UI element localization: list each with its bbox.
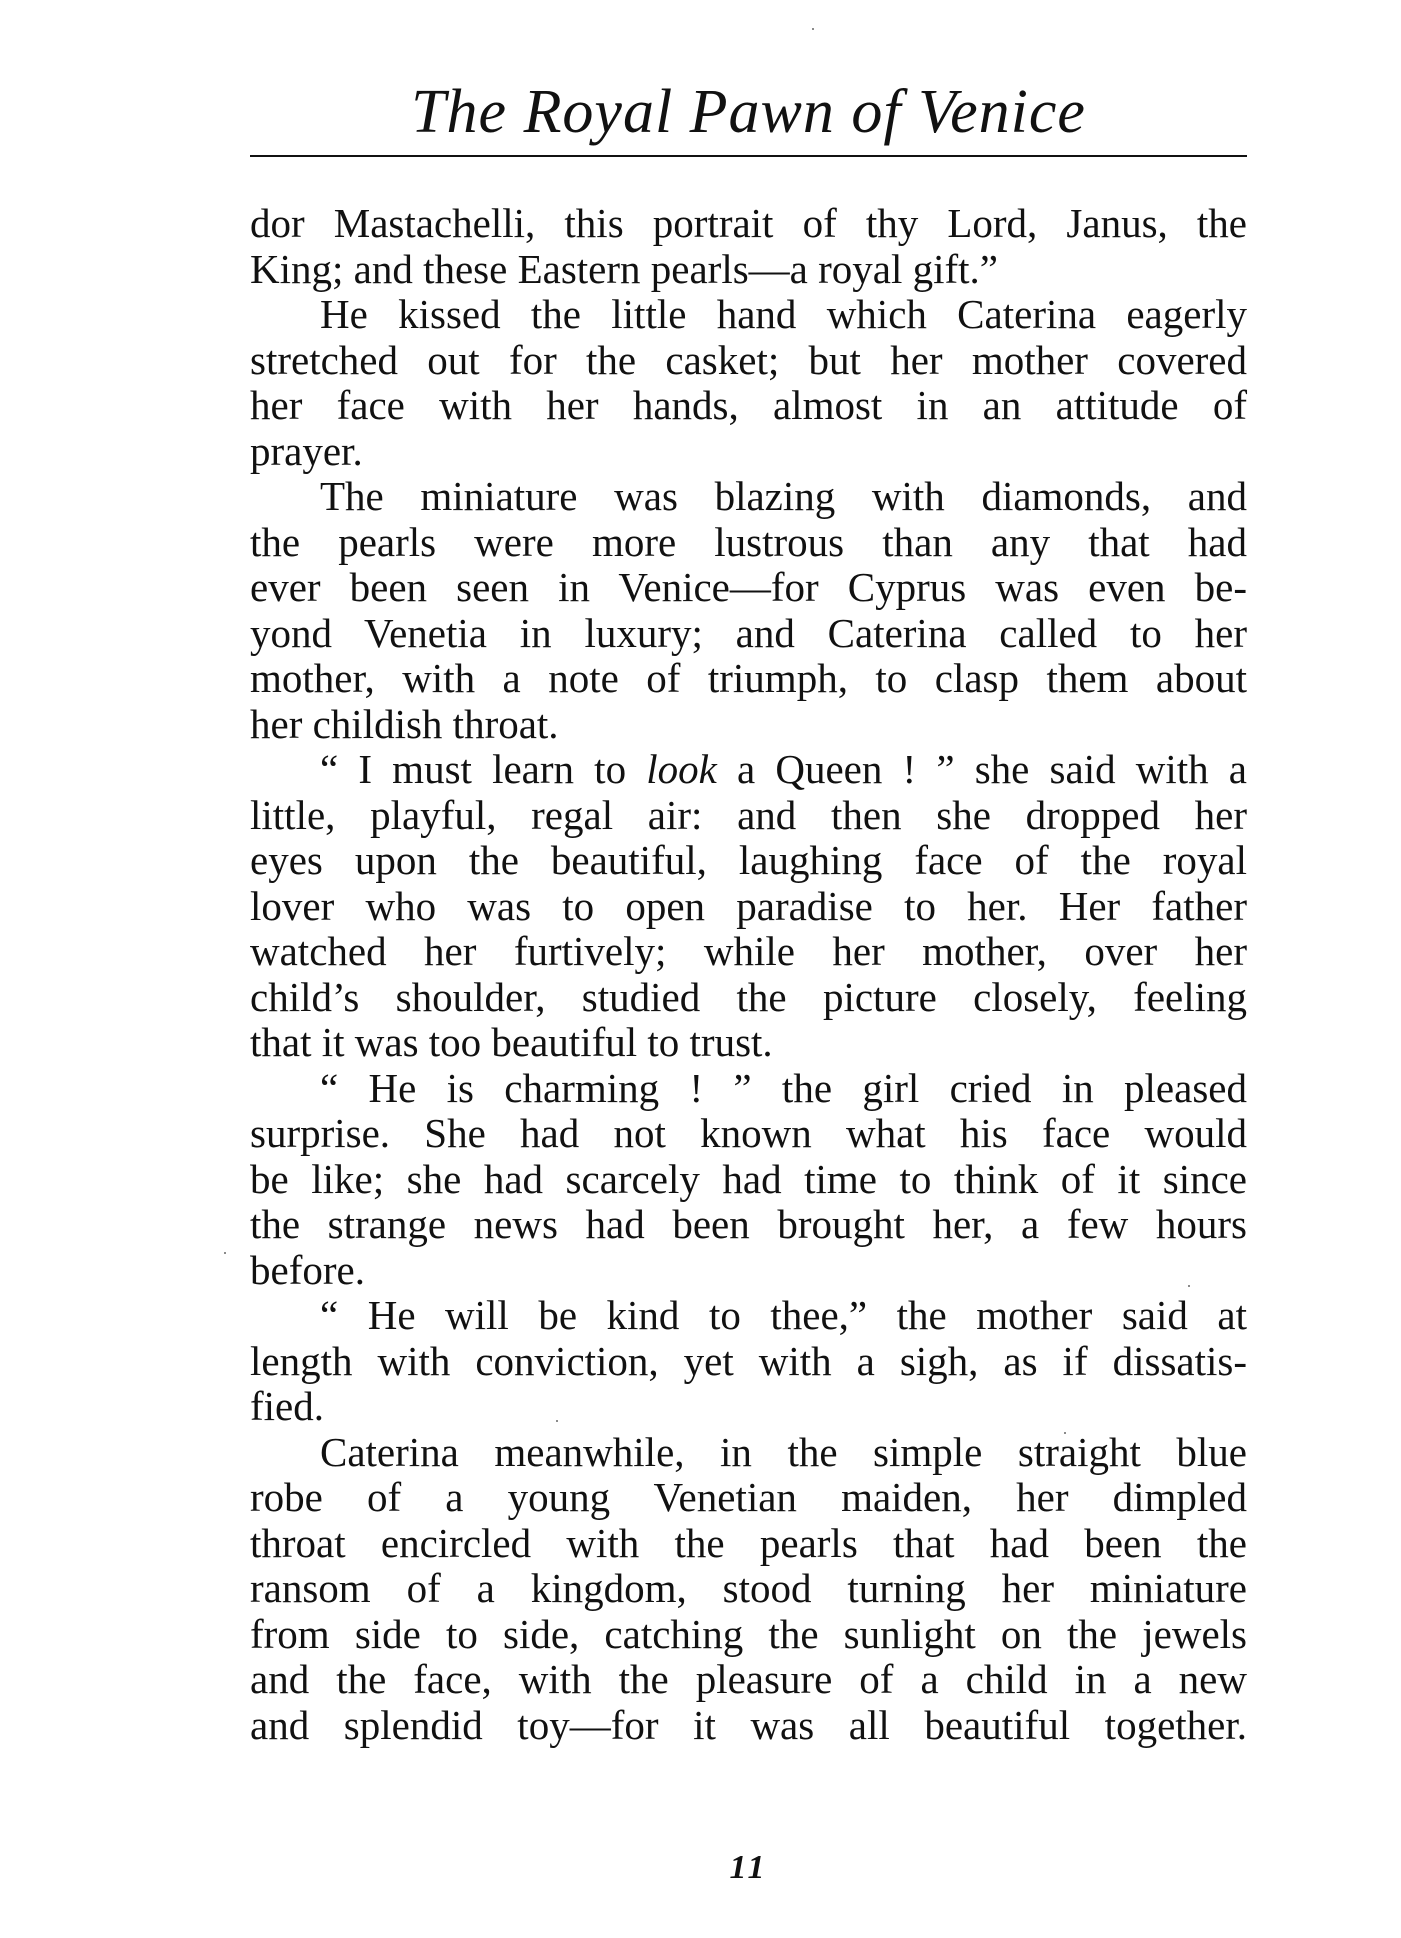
text-line: stretched out for the casket; but her mother covered	[250, 336, 1247, 383]
text-line: throat encircled with the pearls that had been the	[250, 1519, 1247, 1566]
text-line: from side to side, catching the sunlight on the jewels	[250, 1610, 1247, 1657]
page-number: 11	[729, 1849, 768, 1886]
text-line: that it was too beautiful to trust.	[250, 1019, 773, 1065]
text-line: robe of a young Venetian maiden, her dimpled	[250, 1474, 1247, 1520]
text-line: and the face, with the pleasure of a child in a new	[250, 1656, 1247, 1702]
text-line: little, playful, regal air: and then she dropped her	[250, 791, 1247, 838]
header-rule	[250, 155, 1247, 157]
print-speck	[812, 28, 814, 30]
text-line: dor Mastachelli, this portrait of thy Lord, Janus, the	[250, 200, 1247, 246]
text-line: her face with her hands, almost in an attitude of	[250, 382, 1247, 428]
print-speck	[224, 1252, 226, 1254]
text-line: the pearls were more lustrous than any that had	[250, 518, 1247, 565]
text-line: Caterina meanwhile, in the simple straight blue	[320, 1428, 1247, 1475]
text-line: “ He is charming ! ” the girl cried in pleased	[320, 1064, 1247, 1111]
text-line: and splendid toy—for it was all beautiful together.	[250, 1701, 1247, 1748]
text-line: length with conviction, yet with a sigh, as if dissatis-	[250, 1337, 1247, 1384]
text-line: “ He will be kind to thee,” the mother said at	[320, 1292, 1247, 1338]
text-line: the strange news had been brought her, a few hours	[250, 1201, 1247, 1247]
text-line: surprise. She had not known what his face would	[250, 1110, 1247, 1156]
text-line: her childish throat.	[250, 700, 559, 747]
text-line: ransom of a kingdom, stood turning her miniature	[250, 1565, 1247, 1611]
text-line: eyes upon the beautiful, laughing face of the royal	[250, 837, 1247, 883]
text-line: The miniature was blazing with diamonds, and	[320, 473, 1247, 519]
body-text	[250, 201, 1247, 1748]
text-line: mother, with a note of triumph, to clasp them about	[250, 655, 1247, 701]
text-line: ever been seen in Venice—for Cyprus was even be-	[250, 564, 1247, 610]
text-line: child’s shoulder, studied the picture closely, feeling	[250, 973, 1247, 1020]
text-line: prayer.	[250, 427, 363, 474]
text-line: He kissed the little hand which Caterina eagerly	[320, 291, 1247, 337]
text-line: yond Venetia in luxury; and Caterina called to her	[250, 609, 1247, 656]
emphasis: look	[646, 746, 717, 792]
text-line: before.	[250, 1246, 365, 1293]
text-line: watched her furtively; while her mother, over her	[250, 928, 1247, 974]
text-line: be like; she had scarcely had time to think of it since	[250, 1155, 1247, 1202]
text-line: King; and these Eastern pearls—a royal gift.”	[250, 245, 998, 292]
running-title: The Royal Pawn of Venice	[411, 78, 1086, 146]
text-line: “ I must learn to look a Queen ! ” she said with a	[320, 746, 1248, 792]
text-line: fied.	[250, 1383, 324, 1429]
text-line: lover who was to open paradise to her. Her father	[250, 882, 1247, 929]
